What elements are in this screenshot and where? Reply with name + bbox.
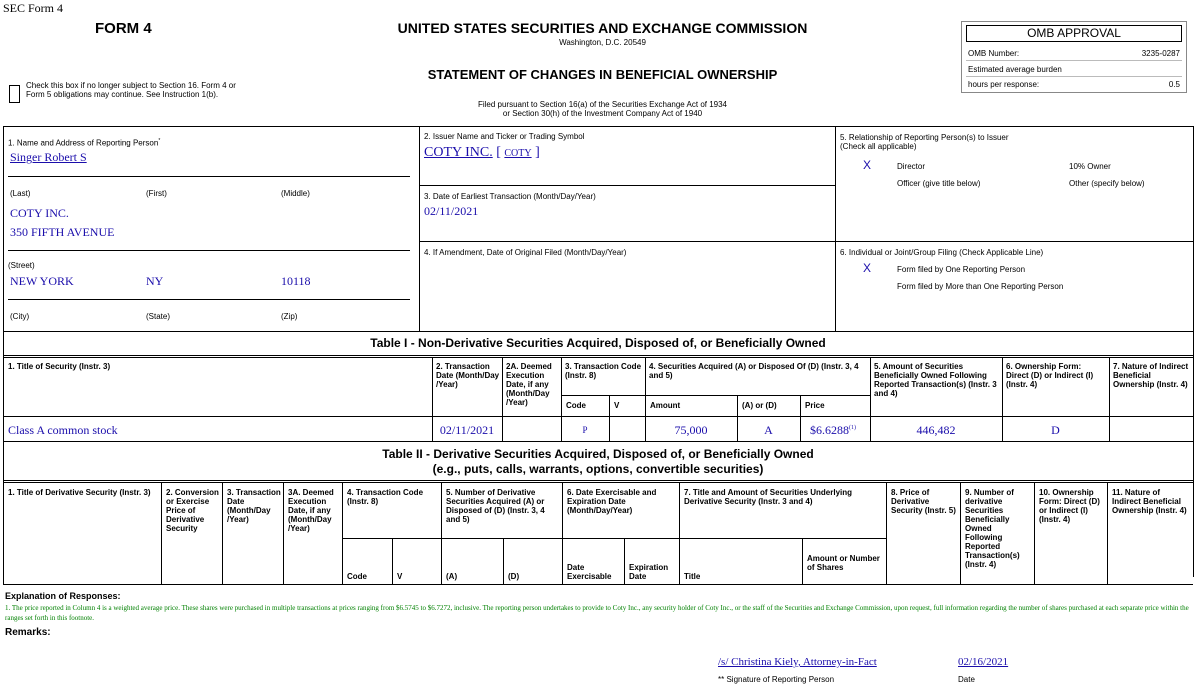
earliest-transaction-date: 02/11/2021 xyxy=(424,204,479,218)
signature-date: 02/16/2021 xyxy=(958,656,1009,668)
omb-approval-box xyxy=(961,21,1187,93)
more-persons-label: Form filed by More than One Reporting Person xyxy=(897,282,1064,291)
omb-hours-value: 0.5 xyxy=(1168,80,1180,89)
director-check-mark: X xyxy=(863,158,872,172)
t1-code-header: Code xyxy=(566,401,586,410)
sec-form-label: SEC Form 4 xyxy=(3,1,64,15)
box5-label: 5. Relationship of Reporting Person(s) to Issuer xyxy=(840,133,1009,142)
signature-label: ** Signature of Reporting Person xyxy=(718,675,835,684)
footnote-1: 1. The price reported in Column 4 is a weighted average price. These shares were purchased in multiple transactions at prices ranging from $6.5745 to $6.7272, inclusive. The reporting person undertakes to provide to Coty Inc., any security holder of Coty Inc., or the staff of the Securities and Exchange Commission, upon request, full information regarding the number of shares purchased at each separate price within the ranges set forth in this footnote. xyxy=(5,604,1189,622)
t1-code: P xyxy=(582,425,588,435)
address-line1: COTY INC. xyxy=(10,206,69,220)
one-person-label: Form filed by One Reporting Person xyxy=(897,265,1026,274)
state-value: NY xyxy=(146,274,164,288)
t2-col6-header: 6. Date Exercisable and Expiration Date (Month/Day/Year) xyxy=(567,488,657,515)
t2-col8-header: 8. Price of Derivative Security (Instr. 5) xyxy=(891,488,956,515)
city-label: (City) xyxy=(10,312,30,321)
t2-amount-header: Amount or Number of Shares xyxy=(807,554,880,572)
t1-col6-header: 6. Ownership Form: Direct (D) or Indirect (I) (Instr. 4) xyxy=(1006,362,1094,389)
t1-ownership-form: D xyxy=(1051,423,1060,437)
omb-burden-label: Estimated average burden xyxy=(968,65,1062,74)
address-line2: 350 FIFTH AVENUE xyxy=(10,225,115,239)
t1-security-title: Class A common stock xyxy=(8,423,118,437)
ticker-link[interactable]: COTY xyxy=(504,148,532,159)
omb-number-label: OMB Number: xyxy=(968,49,1020,58)
issuer-name-link[interactable]: COTY INC. xyxy=(424,145,493,160)
t2-date-exercisable-header: Date Exercisable xyxy=(567,563,612,581)
zip-label: (Zip) xyxy=(281,312,298,321)
section16-checkbox-text: Check this box if no longer subject to Section 16. Form 4 or Form 5 obligations may continue. See Instruction 1(b). xyxy=(26,81,236,99)
other-label: Other (specify below) xyxy=(1069,179,1145,188)
t1-col2-header: 2. Transaction Date (Month/Day /Year) xyxy=(436,362,500,389)
t1-price: $6.6288$^{(1)}$ xyxy=(810,423,856,437)
t2-a-header: (A) xyxy=(446,572,458,581)
date-label: Date xyxy=(958,675,975,684)
t2-col9-header: 9. Number of derivative Securities Beneficially Owned Following Reported Transaction(s) (Instr. 4) xyxy=(965,488,1020,569)
issuer-ticker: COTY INC. [ COTY ] xyxy=(424,145,540,160)
box6-label: 6. Individual or Joint/Group Filing (Check Applicable Line) xyxy=(840,248,1044,257)
table1-title: Table I - Non-Derivative Securities Acquired, Disposed of, or Beneficially Owned xyxy=(370,336,826,350)
t2-col1-header: 1. Title of Derivative Security (Instr. 3) xyxy=(8,488,151,497)
t1-price-header: Price xyxy=(805,401,825,410)
t2-col10-header: 10. Ownership Form: Direct (D) or Indirect (I) (Instr. 4) xyxy=(1039,488,1100,524)
t2-title-header: Title xyxy=(684,572,701,581)
t2-v-header: V xyxy=(397,572,403,581)
explanation-heading: Explanation of Responses: xyxy=(5,591,121,601)
box3-label: 3. Date of Earliest Transaction (Month/Day/Year) xyxy=(424,192,596,201)
t2-expiration-header: Expiration Date xyxy=(629,563,669,581)
box1-label: 1. Name and Address of Reporting Person* xyxy=(8,138,161,148)
t1-price-footnote: (1) xyxy=(849,425,856,431)
t1-amount: 75,000 xyxy=(674,423,708,437)
t2-col5-header: 5. Number of Derivative Securities Acquired (A) or Disposed of (D) (Instr. 3, 4 and 5) xyxy=(446,488,545,524)
filed-pursuant-line1: Filed pursuant to Section 16(a) of the Securities Exchange Act of 1934 xyxy=(477,100,728,109)
box4-label: 4. If Amendment, Date of Original Filed (Month/Day/Year) xyxy=(424,248,627,257)
signature-value: /s/ Christina Kiely, Attorney-in-Fact xyxy=(718,656,877,668)
first-label: (First) xyxy=(146,189,167,198)
t2-col11-header: 11. Nature of Indirect Beneficial Ownership (Instr. 4) xyxy=(1112,488,1187,515)
t1-owned-following: 446,482 xyxy=(916,423,956,437)
table2-title-line2: (e.g., puts, calls, warrants, options, convertible securities) xyxy=(432,462,764,476)
zip-value: 10118 xyxy=(281,274,311,288)
filed-pursuant-line2: or Section 30(h) of the Investment Company Act of 1940 xyxy=(502,109,703,118)
t2-col3-header: 3. Transaction Date (Month/Day /Year) xyxy=(227,488,281,524)
t1-transaction-date: 02/11/2021 xyxy=(439,423,495,437)
t2-d-header: (D) xyxy=(508,572,520,581)
t1-aord: A xyxy=(764,423,773,437)
t1-col1-header: 1. Title of Security (Instr. 3) xyxy=(8,362,111,371)
omb-hours-label: hours per response: xyxy=(968,80,1040,89)
commission-title: UNITED STATES SECURITIES AND EXCHANGE COMMISSION xyxy=(397,20,808,36)
ten-percent-owner-label: 10% Owner xyxy=(1069,162,1111,171)
remarks-heading: Remarks: xyxy=(5,627,51,638)
t1-aord-header: (A) or (D) xyxy=(742,401,777,410)
t2-col3a-header: 3A. Deemed Execution Date, if any (Month/Day /Year) xyxy=(288,488,334,533)
middle-label: (Middle) xyxy=(281,189,310,198)
omb-title: OMB APPROVAL xyxy=(966,25,1182,42)
one-person-check-mark: X xyxy=(863,261,872,275)
t1-col3-header: 3. Transaction Code (Instr. 8) xyxy=(565,362,642,380)
commission-location: Washington, D.C. 20549 xyxy=(559,38,646,47)
state-label: (State) xyxy=(146,312,171,321)
box2-label: 2. Issuer Name and Ticker or Trading Symbol xyxy=(424,132,585,141)
city-value: NEW YORK xyxy=(10,274,74,288)
t1-col4-header: 4. Securities Acquired (A) or Disposed Of (D) (Instr. 3, 4 and 5) xyxy=(649,362,859,380)
t1-col2a-header: 2A. Deemed Execution Date, if any (Month/Day /Year) xyxy=(506,362,552,407)
director-label: Director xyxy=(897,162,926,171)
t2-col2-header: 2. Conversion or Exercise Price of Derivative Security xyxy=(166,488,219,533)
t2-code-header: Code xyxy=(347,572,367,581)
reporting-person-name-link[interactable]: Singer Robert S xyxy=(10,150,87,164)
officer-label: Officer (give title below) xyxy=(897,179,981,188)
table2-title xyxy=(3,447,1193,477)
form-title: FORM 4 xyxy=(95,20,152,37)
last-label: (Last) xyxy=(10,189,31,198)
section16-checkbox[interactable] xyxy=(9,85,20,103)
t2-col7-header: 7. Title and Amount of Securities Underlying Derivative Security (Instr. 3 and 4) xyxy=(684,488,853,506)
t1-col7-header: 7. Nature of Indirect Beneficial Ownership (Instr. 4) xyxy=(1113,362,1189,389)
t1-col5-header: 5. Amount of Securities Beneficially Owned Following Reported Transaction(s) (Instr. 3 and 4) xyxy=(874,362,997,398)
t1-amount-header: Amount xyxy=(650,401,681,410)
t1-v-header: V xyxy=(614,401,620,410)
t2-col4-header: 4. Transaction Code (Instr. 8) xyxy=(347,488,424,506)
box5-sub: (Check all applicable) xyxy=(840,142,917,151)
table2-title-line1: Table II - Derivative Securities Acquired, Disposed of, or Beneficially Owned xyxy=(382,447,814,461)
street-label: (Street) xyxy=(8,261,35,270)
statement-title: STATEMENT OF CHANGES IN BENEFICIAL OWNERSHIP xyxy=(427,67,778,82)
omb-number-value: 3235-0287 xyxy=(1141,49,1180,58)
